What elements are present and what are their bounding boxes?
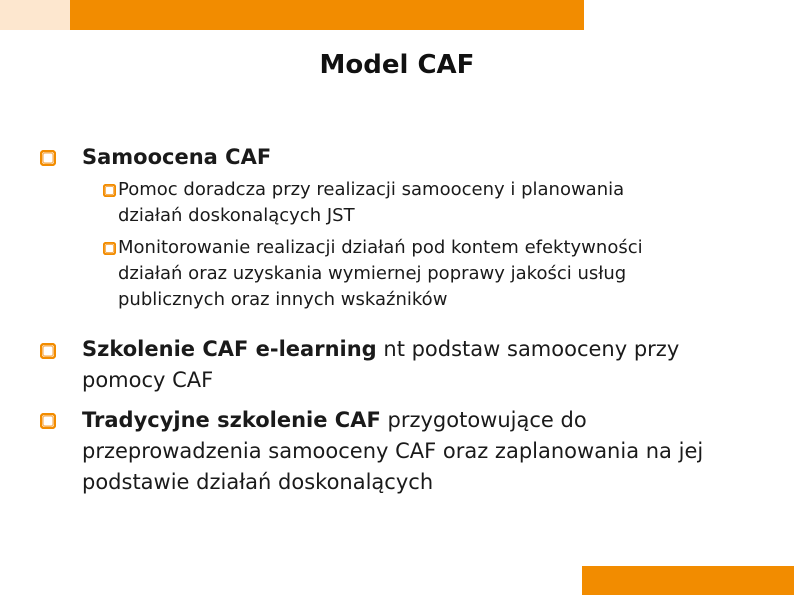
slide-title: Model CAF: [319, 50, 475, 80]
item-line: podstawie działań doskonalących: [82, 470, 434, 494]
decor-bar-top: [70, 0, 584, 30]
checkbox-square-icon: [40, 413, 54, 427]
subitem-line: Pomoc doradcza przy realizacji samooceny i planowania: [118, 179, 625, 200]
subitem-pomoc: [118, 177, 624, 229]
item-tradycyjne: [82, 405, 703, 498]
checkbox-square-icon: [40, 343, 54, 357]
item-first-line: [82, 334, 679, 365]
subitem-line: publicznych oraz innych wskaźników: [118, 289, 448, 310]
item-elearning: [82, 334, 679, 396]
item-title: Szkolenie CAF e-learning: [82, 337, 377, 361]
item-inline-text: przygotowujące do: [380, 408, 587, 432]
checkbox-square-icon: [103, 184, 115, 196]
checkbox-square-icon: [40, 150, 54, 164]
item-first-line: [82, 405, 703, 436]
item-line: pomocy CAF: [82, 368, 214, 392]
decor-bar-bottom: [582, 566, 794, 595]
item-samoocena-title: [82, 142, 271, 173]
item-title: Samoocena CAF: [82, 145, 272, 169]
subitem-line: działań oraz uzyskania wymiernej poprawy jakości usług: [118, 263, 627, 284]
item-inline-text: nt podstaw samooceny przy: [376, 337, 680, 361]
decor-bar-top-light: [0, 0, 70, 30]
subitem-line: Monitorowanie realizacji działań pod kontem efektywności: [118, 237, 643, 258]
checkbox-square-icon: [103, 242, 115, 254]
item-line: przeprowadzenia samooceny CAF oraz zaplanowania na jej: [82, 439, 704, 463]
subitem-line: działań doskonalących JST: [118, 205, 355, 226]
item-title: Tradycyjne szkolenie CAF: [82, 408, 381, 432]
subitem-monitorowanie: [118, 235, 643, 313]
